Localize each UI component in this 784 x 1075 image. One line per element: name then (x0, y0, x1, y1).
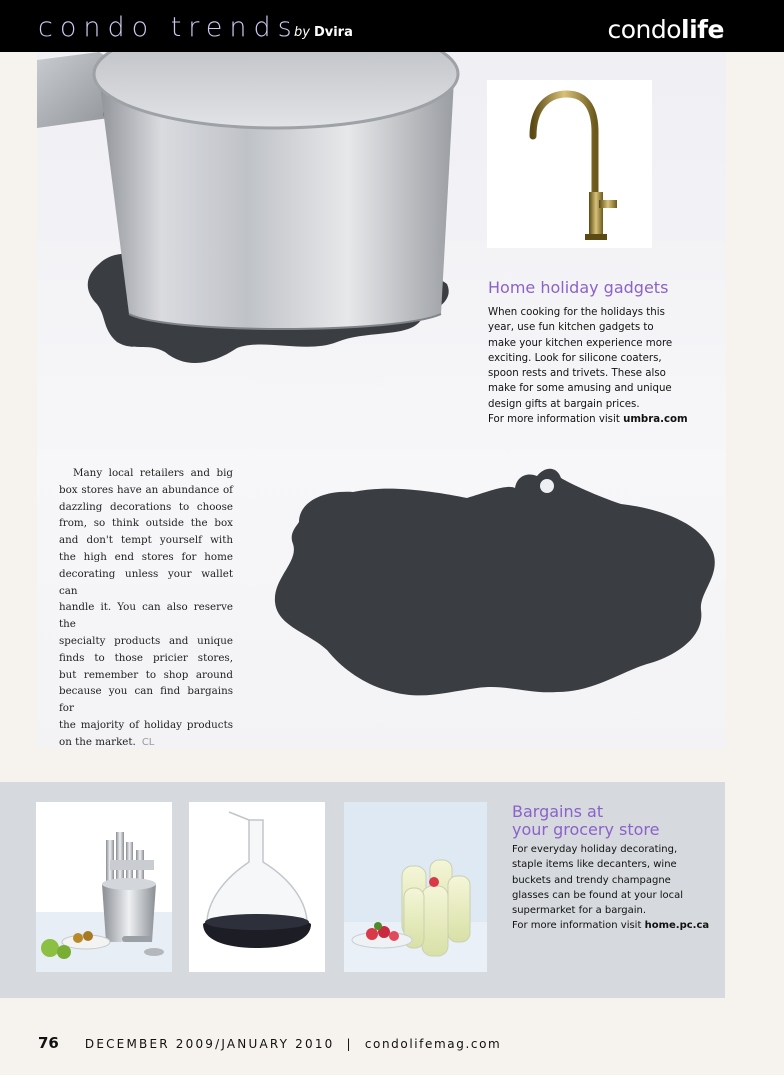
page-footer (38, 1036, 501, 1051)
article-line: finds to those pricier stores, (59, 651, 233, 664)
gadgets-line: When cooking for the holidays this (488, 307, 665, 318)
article-line: specialty products and unique (59, 634, 233, 647)
sign-off: CL (141, 736, 155, 748)
article-line: but remember to shop around (59, 668, 233, 681)
bargains-line: For everyday holiday decorating, (512, 844, 678, 855)
page-header (0, 0, 784, 52)
page-number: 76 (38, 1034, 59, 1052)
bargains-line: buckets and trendy champagne (512, 874, 671, 886)
article-line: box stores have an abundance of (59, 483, 233, 496)
gadgets-line: make your kitchen experience more (488, 337, 673, 349)
article-line: handle it. You can also reserve the (59, 601, 233, 631)
wine-decanter-photo (189, 802, 325, 972)
gadgets-body (488, 305, 708, 427)
logo-light: condo (607, 15, 682, 44)
bargains-body (512, 842, 722, 934)
bargains-heading: Bargains at your grocery store (512, 802, 660, 839)
footer-separator: | (346, 1037, 353, 1051)
byline-by: by (294, 25, 310, 40)
gadgets-link[interactable]: umbra.com (623, 414, 688, 426)
gadgets-line: spoon rests and trivets. These also (488, 368, 666, 380)
champagne-glasses-photo (344, 802, 487, 972)
article-body (59, 465, 233, 752)
website: condolifemag.com (364, 1037, 502, 1051)
gadgets-line: make for some amusing and unique (488, 383, 672, 395)
bargains-line: staple items like decanters, wine (512, 859, 677, 871)
large-trivet (275, 469, 715, 696)
article-line: dazzling decorations to choose (59, 500, 233, 513)
gadgets-more: For more information visit umbra.com (488, 414, 688, 426)
article-last-line: on the market. CL (59, 735, 155, 748)
article-line: Many local retailers and big (73, 467, 233, 479)
gadgets-line: exciting. Look for silicone coaters, (488, 352, 662, 364)
article-line: and don't tempt yourself with (59, 534, 233, 547)
faucet-photo (487, 80, 652, 248)
magazine-logo (607, 17, 724, 42)
article-line: because you can find bargains for (59, 685, 233, 715)
logo-bold: life (681, 15, 724, 44)
issue-date: DECEMBER 2009/JANUARY 2010 (84, 1037, 335, 1051)
byline (294, 26, 353, 39)
bargains-line: supermarket for a bargain. (512, 905, 647, 917)
article-line: the high end stores for home (59, 550, 233, 563)
article-line: the majority of holiday products (59, 718, 233, 731)
article-line: decorating unless your wallet can (59, 567, 233, 597)
barware-set-photo (36, 802, 172, 972)
gadgets-line: design gifts at bargain prices. (488, 398, 640, 410)
byline-author: Dvira (313, 25, 353, 40)
gadgets-line: year, use fun kitchen gadgets to (488, 322, 654, 334)
bargains-line: glasses can be found at your local (512, 889, 684, 901)
article-line: from, so think outside the box (59, 517, 233, 530)
section-title: condo trends (38, 12, 299, 43)
bargains-more: For more information visit home.pc.ca (512, 920, 710, 932)
gadgets-heading: Home holiday gadgets (488, 278, 669, 297)
bargains-link[interactable]: home.pc.ca (644, 920, 710, 932)
